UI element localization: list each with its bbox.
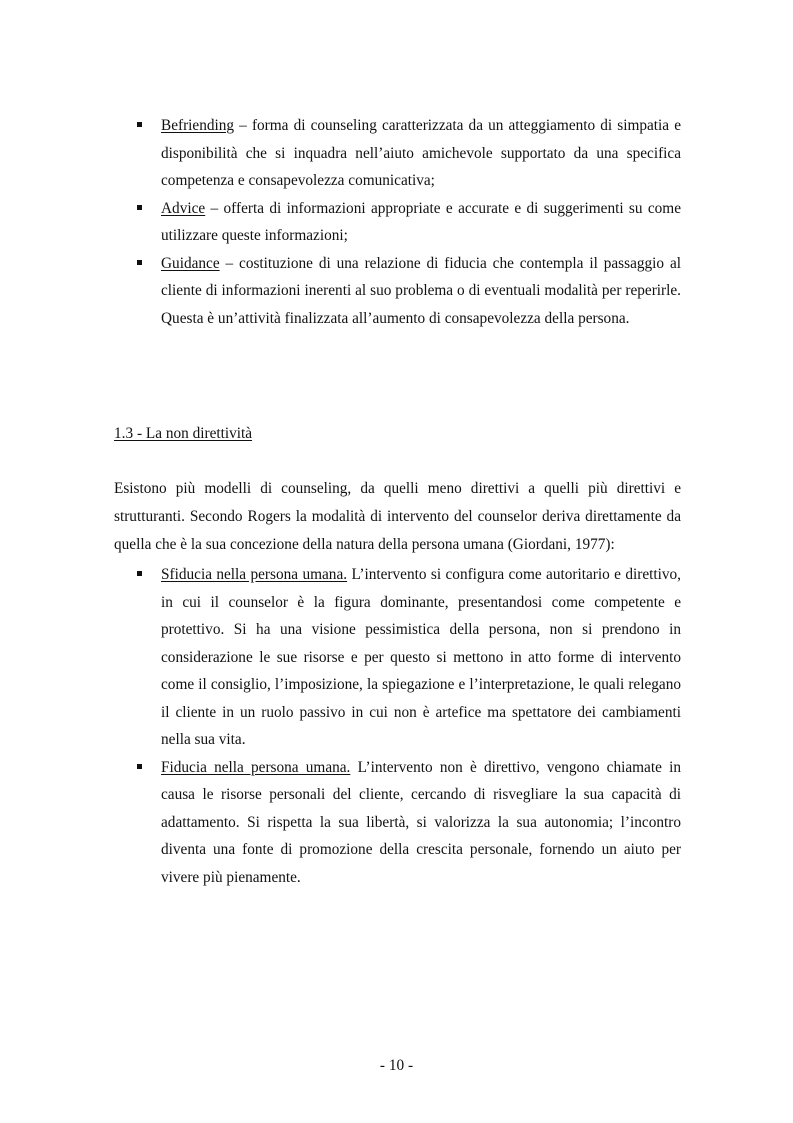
square-bullet-icon — [137, 571, 142, 576]
list-item-text — [161, 561, 681, 754]
list-item — [0, 112, 681, 195]
page-number: - 10 - — [379, 1057, 414, 1074]
square-bullet-icon — [137, 764, 142, 769]
list-item-term: Fiducia nella persona umana. — [161, 758, 351, 776]
list-item-description: L’intervento si configura come autoritario e direttivo, in cui il counselor è la figura dominante, presentandosi come competente e protettivo. Si ha una visione pessimistica della persona, non si prendono in considerazione le sue risorse e per questo si mettono in atto forme di intervento come il consiglio, l’imposizione, la spiegazione e l’interpretazione, le quali relegano il cliente in un ruolo passivo in cui non è artefice ma spettatore dei cambiamenti nella sua vita. — [161, 566, 681, 748]
list-item-description: – costituzione di una relazione di fiducia che contempla il passaggio al cliente di informazioni inerenti al suo problema o di eventuali modalità per reperirle. Questa è un’attività finalizzata all’aumento di consapevolezza della persona. — [161, 254, 681, 327]
list-item — [0, 561, 681, 754]
list-item — [0, 754, 681, 892]
square-bullet-icon — [137, 205, 142, 210]
list-item-term: Sfiducia nella persona umana. — [161, 566, 348, 583]
section-heading: 1.3 - La non direttività — [114, 425, 253, 442]
square-bullet-icon — [137, 122, 142, 127]
list-item — [0, 250, 681, 333]
counseling-types-list — [0, 112, 681, 332]
list-item-text — [161, 250, 681, 333]
intro-paragraph: Esistono più modelli di counseling, da quelli meno direttivi a quelli più direttivi e strutturanti. Secondo Rogers la modalità di intervento del counselor deriva direttamente da quella che è la sua concezione della natura della persona umana (Giordani, 1977): — [114, 480, 681, 553]
list-item — [0, 195, 681, 250]
list-item-term: Guidance — [161, 254, 220, 272]
list-item-description: – forma di counseling caratterizzata da un atteggiamento di simpatia e disponibilità che si inquadra nell’aiuto amichevole supportato da una specifica competenza e consapevolezza comunicativa; — [161, 117, 681, 189]
list-item-text — [161, 195, 681, 250]
square-bullet-icon — [137, 260, 142, 265]
trust-models-list — [0, 561, 681, 891]
list-item-term: Advice — [161, 199, 206, 217]
list-item-text — [161, 754, 681, 892]
list-item-description: – offerta di informazioni appropriate e accurate e di suggerimenti su come utilizzare queste informazioni; — [161, 199, 681, 244]
list-item-text — [161, 112, 681, 195]
list-item-term: Befriending — [161, 117, 235, 134]
list-item-description: L’intervento non è direttivo, vengono chiamate in causa le risorse personali del cliente, cercando di risvegliare la sua capacità di adattamento. Si rispetta la sua libertà, si valorizza la sua autonomia; l’incontro diventa una fonte di promozione della crescita personale, fornendo un aiuto per vivere più pienamente. — [161, 758, 681, 886]
